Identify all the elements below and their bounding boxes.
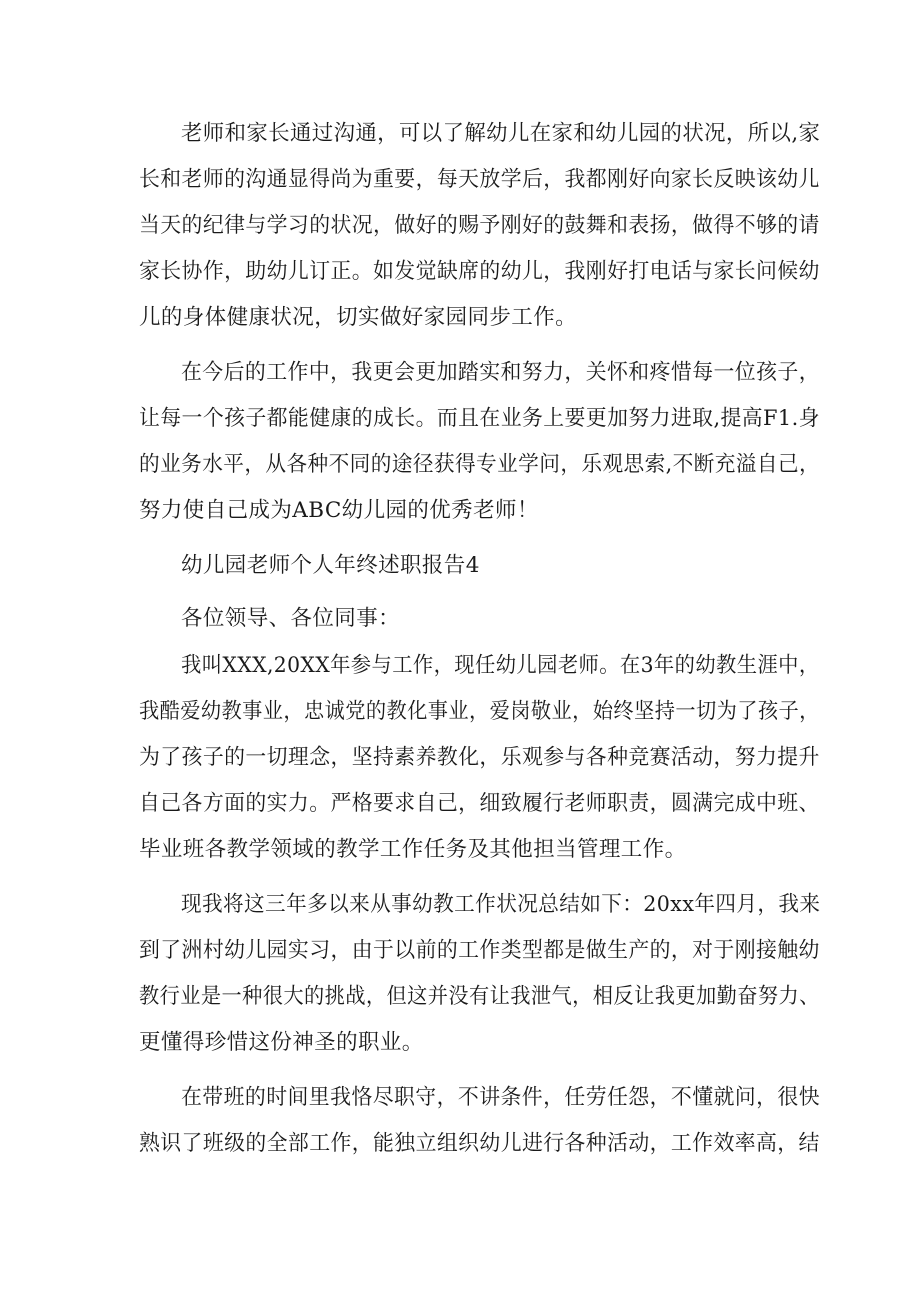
paragraph-line: 我酷爱幼教事业，忠诚党的教化事业，爱岗敬业，始终坚持一切为了孩子，	[139, 699, 820, 724]
paragraph-line: 熟识了班级的全部工作，能独立组织幼儿进行各种活动，工作效率高，结	[139, 1131, 820, 1156]
paragraph-line: 我叫XXX,20XX年参与工作，现任幼儿园老师。在3年的幼教生涯中，	[181, 653, 820, 678]
paragraph-line: 毕业班各教学领域的教学工作任务及其他担当管理工作。	[139, 837, 687, 862]
paragraph-line: 当天的纪律与学习的状况，做好的赐予刚好的鼓舞和表扬，做得不够的请	[139, 213, 820, 238]
paragraph-line: 为了孩子的一切理念，坚持素养教化，乐观参与各种竞赛活动，努力提升	[139, 745, 820, 770]
paragraph-line: 在今后的工作中，我更会更加踏实和努力，关怀和疼惜每一位孩子，	[181, 360, 821, 385]
paragraph-line: 的业务水平，从各种不同的途径获得专业学问，乐观思索,不断充溢自己，	[139, 452, 821, 477]
paragraph-line: 自己各方面的实力。严格要求自己，细致履行老师职责，圆满完成中班、	[139, 791, 820, 816]
paragraph-line: 长和老师的沟通显得尚为重要，每天放学后，我都刚好向家长反映该幼儿	[139, 167, 820, 192]
paragraph-line: 家长协作，助幼儿订正。如发觉缺席的幼儿，我刚好打电话与家长问候幼	[139, 259, 820, 284]
section-heading: 幼儿园老师个人年终述职报告4	[181, 553, 480, 578]
paragraph-line: 教行业是一种很大的挑战，但这并没有让我泄气，相反让我更加勤奋努力、	[139, 984, 820, 1009]
paragraph-line: 更懂得珍惜这份神圣的职业。	[139, 1030, 424, 1055]
paragraph-line: 老师和家长通过沟通，可以了解幼儿在家和幼儿园的状况，所以,家	[181, 121, 821, 146]
paragraph-line: 在带班的时间里我恪尽职守，不讲条件，任劳任怨，不懂就问，很快	[181, 1085, 821, 1110]
paragraph-line: 现我将这三年多以来从事幼教工作状况总结如下：20xx年四月，我来	[181, 892, 821, 917]
paragraph-line: 努力使自己成为ABC幼儿园的优秀老师！	[139, 498, 539, 523]
paragraph-line: 让每一个孩子都能健康的成长。而且在业务上要更加努力进取,提高F1.身	[139, 406, 820, 431]
paragraph-line: 儿的身体健康状况，切实做好家园同步工作。	[139, 305, 578, 330]
salutation: 各位领导、各位同事：	[181, 606, 401, 631]
paragraph-line: 到了洲村幼儿园实习，由于以前的工作类型都是做生产的，对于刚接触幼	[139, 938, 820, 963]
